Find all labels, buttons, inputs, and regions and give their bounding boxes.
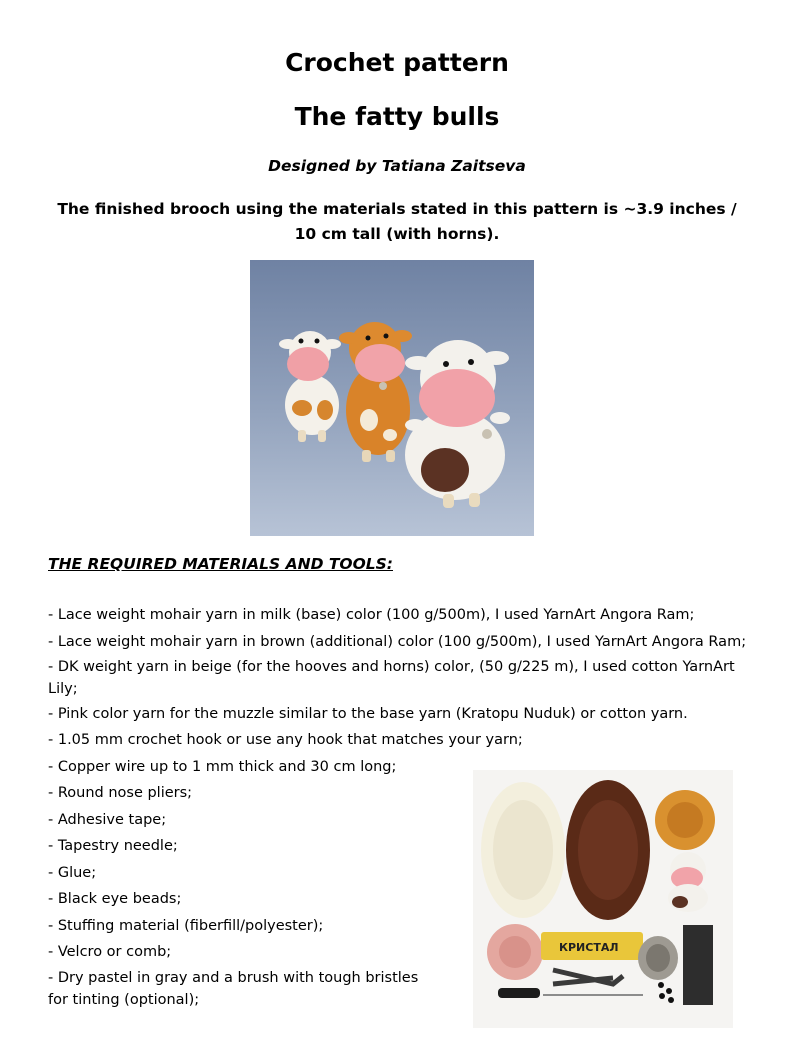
list-item: - DK weight yarn in beige (for the hooves and horns) color, (50 g/225 m), I used cotton YarnArt Lily; [48,659,735,697]
intro-paragraph: The finished brooch using the materials stated in this pattern is ~3.9 inches / 10 cm tall (with horns). [57,200,737,243]
materials-heading: THE REQUIRED MATERIALS AND TOOLS: [48,555,393,573]
tools-photo [473,770,733,1028]
list-item: - Copper wire up to 1 mm thick and 30 cm long; [48,758,397,775]
list-item: - Round nose pliers; [48,785,193,801]
designer-credit: Designed by Tatiana Zaitseva [268,157,526,175]
glue-label: КРИСТАЛ [559,941,619,954]
list-item: - Stuffing material (fiberfill/polyester); [48,917,324,934]
list-item: - Velcro or comb; [48,944,172,960]
list-item: - Tapestry needle; [48,838,178,854]
list-item: - Lace weight mohair yarn in brown (additional) color (100 g/500m), I used YarnArt Angora Ram; [48,633,747,650]
list-item: - Dry pastel in gray and a brush with tough bristles for tinting (optional); [48,969,419,1008]
document-title: Crochet pattern [285,48,509,77]
list-item: - Pink color yarn for the muzzle similar to the base yarn (Kratopu Nuduk) or cotton yarn. [48,705,688,722]
bulls-photo [250,260,534,536]
list-item: - Adhesive tape; [48,811,167,828]
list-item: - Lace weight mohair yarn in milk (base) color (100 g/500m), I used YarnArt Angora Ram; [48,607,695,623]
list-item: - Black eye beads; [48,891,182,907]
velcro [683,925,713,1005]
list-item: - Glue; [48,864,97,881]
list-item: - 1.05 mm crochet hook or use any hook that matches your yarn; [48,732,523,748]
document-subtitle: The fatty bulls [294,102,500,131]
